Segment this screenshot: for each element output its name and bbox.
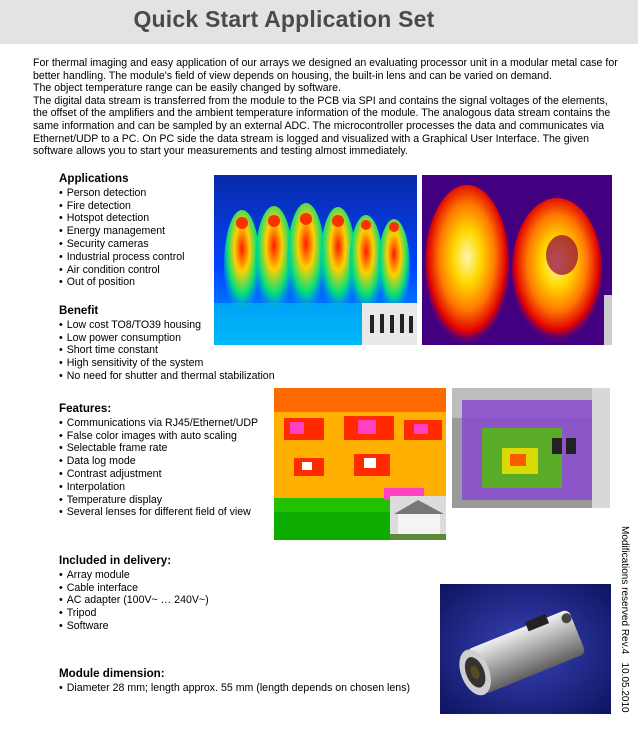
list-item: • Diameter 28 mm; length approx. 55 mm (length depends on chosen lens) bbox=[59, 682, 410, 695]
list-item: • Tripod bbox=[59, 607, 209, 620]
list-item: • Interpolation bbox=[59, 481, 258, 494]
features-section bbox=[59, 403, 258, 519]
list-item: • Hotspot detection bbox=[59, 212, 184, 225]
list-item: • AC adapter (100V~ … 240V~) bbox=[59, 594, 209, 607]
delivery-heading: Included in delivery: bbox=[59, 554, 172, 567]
list-item: • Array module bbox=[59, 569, 209, 582]
list-item: • Temperature display bbox=[59, 494, 258, 507]
dimension-section bbox=[59, 668, 410, 695]
benefit-heading: Benefit bbox=[59, 304, 99, 317]
applications-section bbox=[59, 173, 184, 289]
list-item: • No need for shutter and thermal stabilization bbox=[59, 370, 275, 383]
list-item: • Industrial process control bbox=[59, 251, 184, 264]
list-item: • Short time constant bbox=[59, 344, 275, 357]
list-item: • Security cameras bbox=[59, 238, 184, 251]
side-note-date: 10.05.2010 bbox=[619, 662, 630, 713]
module-photo bbox=[440, 584, 611, 714]
list-item: • Data log mode bbox=[59, 455, 258, 468]
delivery-section bbox=[59, 555, 209, 633]
page-title: Quick Start Application Set bbox=[133, 6, 435, 32]
thermal-image-building bbox=[274, 388, 446, 540]
list-item: • Air condition control bbox=[59, 264, 184, 277]
side-note-text: Modifications reserved Rev.4 bbox=[619, 526, 630, 655]
side-note bbox=[619, 526, 630, 713]
list-item: • Fire detection bbox=[59, 200, 184, 213]
list-item: • Low power consumption bbox=[59, 332, 275, 345]
list-item: • Low cost TO8/TO39 housing bbox=[59, 319, 275, 332]
intro-paragraph-3: The digital data stream is transferred from the module to the PCB via SPI and contains the signal voltages of the elements, the offset of the amplifiers and the ambient temperature information of the module. The analogous data stream contains the same information and can be sampled by an external ADC. The microcontroller processes the data and communicates via Ethernet/UDP to a PC. On PC side the data stream is logged and visualized with a Graphical User Interface. The given software allows you to start your measurements and testing almost immediately. bbox=[33, 94, 611, 158]
applications-list bbox=[59, 187, 184, 289]
list-item: • Communications via RJ45/Ethernet/UDP bbox=[59, 417, 258, 430]
thermal-image-persons bbox=[214, 175, 417, 345]
list-item: • Contrast adjustment bbox=[59, 468, 258, 481]
intro-text bbox=[33, 57, 623, 158]
list-item: • Software bbox=[59, 620, 209, 633]
thermal-image-electronics bbox=[452, 388, 610, 508]
list-item: • Several lenses for different field of view bbox=[59, 506, 258, 519]
intro-paragraph-2: The object temperature range can be easily changed by software. bbox=[33, 82, 341, 95]
list-item: • Person detection bbox=[59, 187, 184, 200]
features-list bbox=[59, 417, 258, 519]
list-item: • False color images with auto scaling bbox=[59, 430, 258, 443]
features-heading: Features: bbox=[59, 402, 112, 415]
dimension-list bbox=[59, 682, 410, 695]
list-item: • Energy management bbox=[59, 225, 184, 238]
list-item: • Selectable frame rate bbox=[59, 442, 258, 455]
applications-heading: Applications bbox=[59, 172, 129, 185]
intro-paragraph-1: For thermal imaging and easy application of our arrays we designed an evaluating processor unit in a modular metal case for better handling. The module's field of view depends on housing, the built-in lens and can be varied on demand. bbox=[33, 57, 618, 82]
thermal-image-faces bbox=[422, 175, 612, 345]
list-item: • Out of position bbox=[59, 276, 184, 289]
delivery-list bbox=[59, 569, 209, 633]
list-item: • Cable interface bbox=[59, 582, 209, 595]
list-item: • High sensitivity of the system bbox=[59, 357, 275, 370]
dimension-heading: Module dimension: bbox=[59, 667, 165, 680]
